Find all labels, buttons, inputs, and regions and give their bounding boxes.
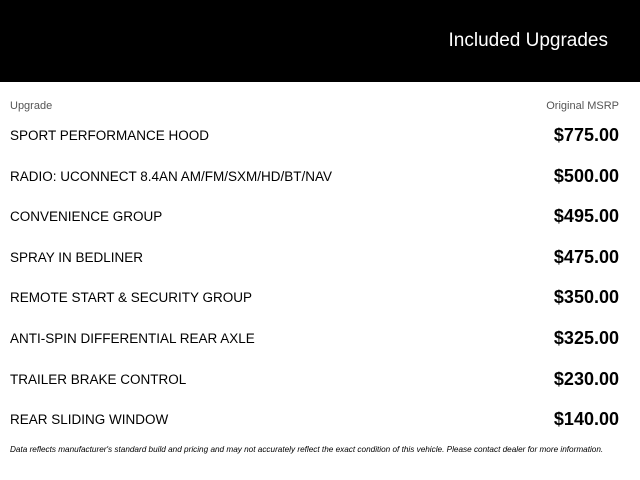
upgrade-name: REMOTE START & SECURITY GROUP <box>10 290 253 306</box>
upgrade-name: ANTI-SPIN DIFFERENTIAL REAR AXLE <box>10 330 255 346</box>
upgrade-name: REAR SLIDING WINDOW <box>10 412 169 428</box>
upgrade-row <box>10 237 619 278</box>
upgrade-name: TRAILER BRAKE CONTROL <box>10 371 187 387</box>
upgrades-list <box>10 115 619 440</box>
column-headers <box>10 99 619 113</box>
msrp-column-header: Original MSRP <box>546 100 619 112</box>
upgrade-row <box>10 156 619 197</box>
page-title: Included Upgrades <box>448 30 608 51</box>
header-bar <box>0 0 640 82</box>
upgrade-name: CONVENIENCE GROUP <box>10 209 163 225</box>
upgrade-name: RADIO: UCONNECT 8.4AN AM/FM/SXM/HD/BT/NAV <box>10 168 333 184</box>
disclaimer-text: Data reflects manufacturer's standard build and pricing and may not accurately reflect the exact condition of this vehicle. Please contact dealer for more information. <box>10 445 604 454</box>
upgrade-row <box>10 196 619 237</box>
upgrade-row <box>10 115 619 156</box>
upgrade-price: $775.00 <box>553 125 619 145</box>
upgrade-name: SPRAY IN BEDLINER <box>10 249 144 265</box>
upgrade-price: $140.00 <box>553 409 619 430</box>
upgrade-price: $475.00 <box>553 246 619 267</box>
upgrade-price: $325.00 <box>553 327 619 348</box>
upgrade-row <box>10 399 619 440</box>
upgrade-row <box>10 277 619 318</box>
upgrade-price: $350.00 <box>553 287 619 308</box>
upgrade-column-header: Upgrade <box>10 100 53 112</box>
upgrade-name: SPORT PERFORMANCE HOOD <box>10 128 210 143</box>
upgrade-price: $500.00 <box>553 165 619 186</box>
upgrade-row <box>10 318 619 359</box>
upgrade-row <box>10 359 619 400</box>
upgrade-price: $230.00 <box>553 368 619 389</box>
upgrade-price: $495.00 <box>553 206 619 227</box>
